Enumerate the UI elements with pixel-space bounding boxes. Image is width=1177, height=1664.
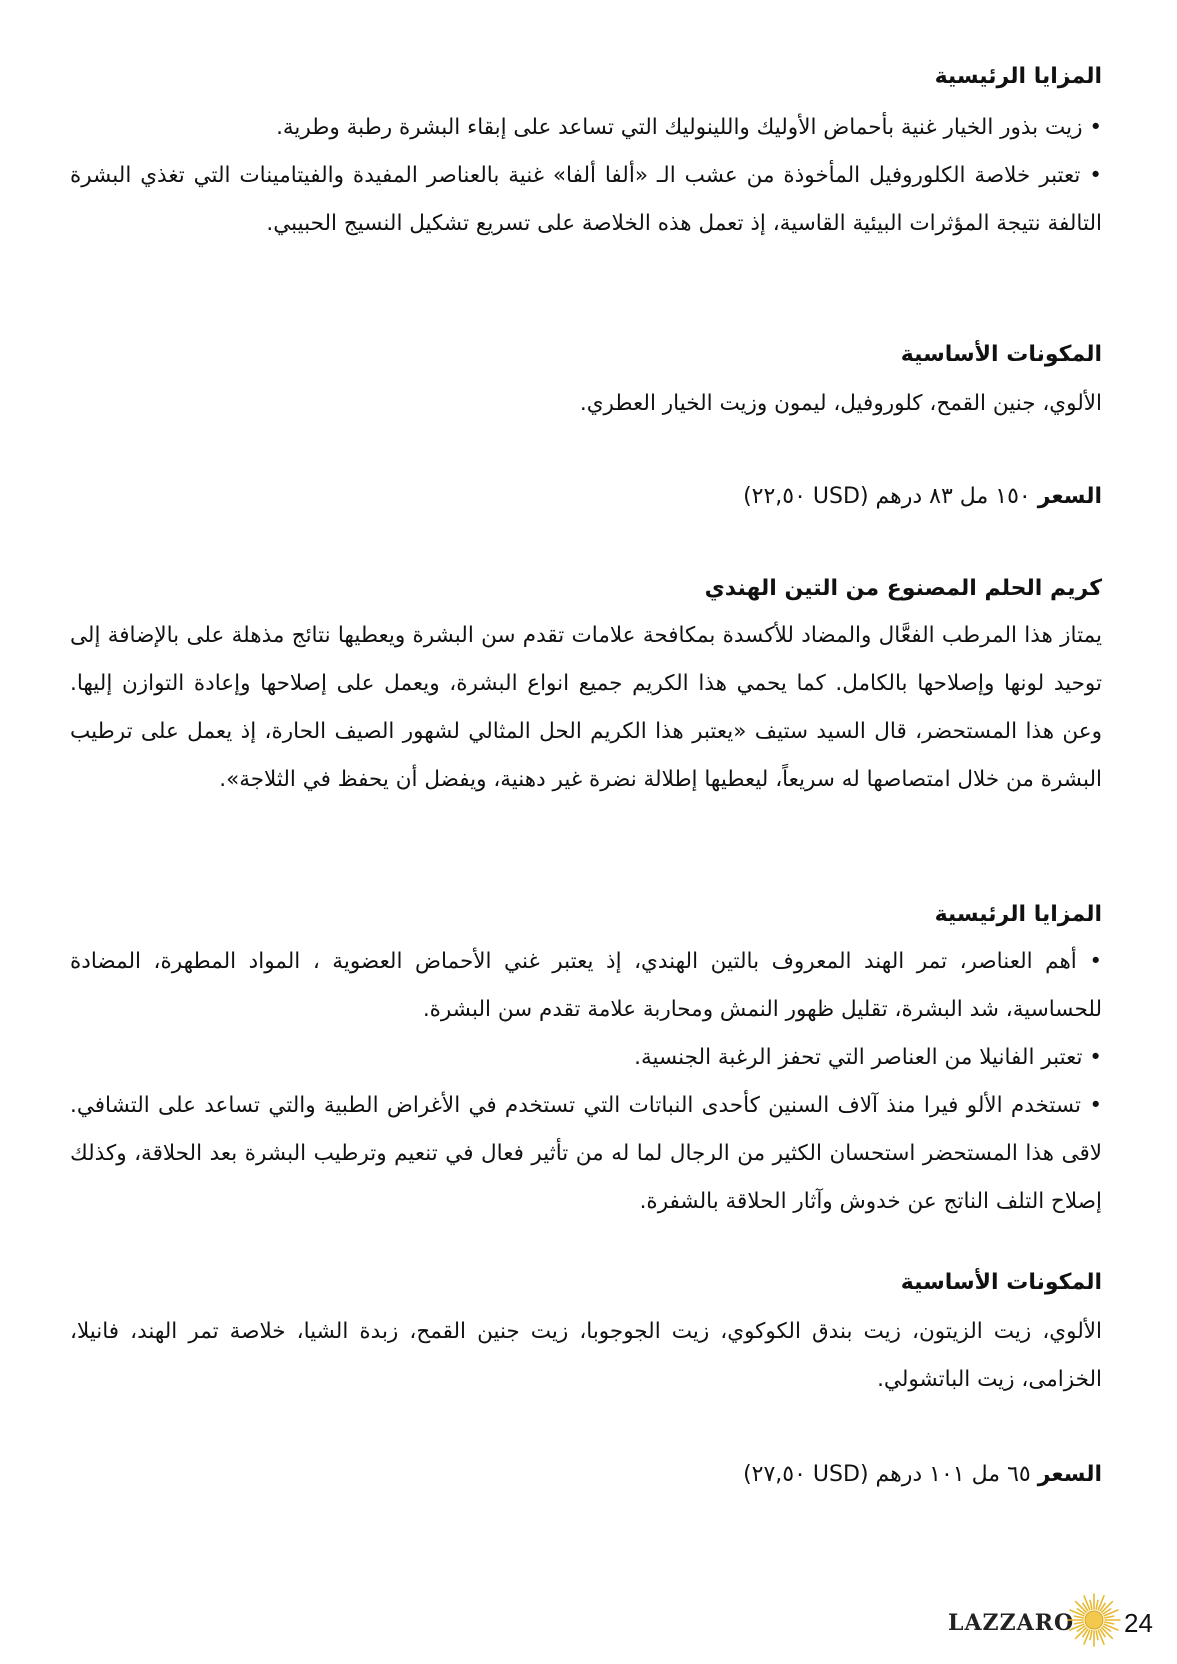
price-line-2 (70, 1460, 1102, 1490)
section-heading: المزايا الرئيسية (934, 64, 1102, 89)
sun-logo-icon (1066, 1592, 1122, 1648)
sun-ray (1105, 1616, 1114, 1618)
price-label: السعر (1037, 484, 1102, 509)
benefit-item: • تعتبر الفانيلا من العناصر التي تحفز الرغبة الجنسية. (634, 1045, 1102, 1070)
price-value: ١٥٠ مل ٨٣ درهم (USD ٢٢,٥٠) (743, 484, 1031, 509)
ingredients-text: الألوي، جنين القمح، كلوروفيل، ليمون وزيت الخيار العطري. (579, 391, 1102, 416)
key-benefits-section-2 (70, 900, 1102, 930)
description-text: يمتاز هذا المرطب الفعَّال والمضاد للأكسدة بمكافحة علامات تقدم سن البشرة ويعطيها نتائج مذهلة على بالإضافة إلى توحيد لونها وإصلاحها بالكامل. كما يحمي هذا الكريم جميع انواع البشرة، ويعمل على إصلاحها وإعادة التوازن إليها. وعن هذا المستحضر، قال السيد ستيف «يعتبر هذا الكريم الحل المثالي لشهور الصيف الحارة، إذ يعمل على ترطيب البشرة من خلال امتصاصها له سريعاً، ليعطيها إطلالة نضرة غير دهنية، ويفضل أن يحفظ في الثلاجة». (70, 623, 1102, 792)
product-section (70, 574, 1102, 604)
sun-ray (1096, 1631, 1098, 1640)
section-heading: المكونات الأساسية (900, 342, 1102, 367)
benefit-item: • تستخدم الألو فيرا منذ آلاف السنين كأحدى النباتات التي تستخدم في الأغراض الطبية والتي تساعد على التشافي. لاقى هذا المستحضر استحسان الكثير من الرجال لما له من تأثير فعال في تنعيم وترطيب البشرة بعد الحلاقة، وكذلك إصلاح التلف الناتج عن خدوش وآثار الحلاقة بالشفرة. (70, 1093, 1102, 1214)
price-label: السعر (1037, 1462, 1102, 1487)
product-title: كريم الحلم المصنوع من التين الهندي (704, 576, 1102, 601)
ingredients-text: الألوي، زيت الزيتون، زيت بندق الكوكوي، زيت الجوجوبا، زيت جنين القمح، زبدة الشيا، خلاصة تمر الهند، فانيلا، الخزامى، زيت الباتشولي. (70, 1319, 1102, 1392)
section-heading: المكونات الأساسية (900, 1270, 1102, 1295)
benefit-item: • تعتبر خلاصة الكلوروفيل المأخوذة من عشب الـ «ألفا ألفا» غنية بالعناصر المفيدة والفيتامينات التي تغذي البشرة التالفة نتيجة المؤثرات البيئية القاسية، إذ تعمل هذه الخلاصة على تسريع تشكيل النسيج الحبيبي. (70, 163, 1102, 236)
ingredients-text-1 (70, 380, 1102, 428)
key-benefits-section-1 (70, 62, 1102, 92)
ingredients-text-2 (70, 1308, 1102, 1404)
ingredients-section-1 (70, 340, 1102, 370)
sun-ray (1074, 1616, 1083, 1618)
page-number: 24 (1124, 1608, 1153, 1638)
brand-logo-text: LAZZARO (948, 1610, 1075, 1636)
sun-ray (1090, 1631, 1092, 1640)
product-description (70, 612, 1102, 804)
page-footer (948, 1592, 1158, 1648)
benefit-list-1 (70, 104, 1102, 248)
benefit-item: • أهم العناصر، تمر الهند المعروف بالتين الهندي، إذ يعتبر غني الأحماض العضوية ، المواد المطهرة، المضادة للحساسية، شد البشرة، تقليل ظهور النمش ومحاربة علامة تقدم سن البشرة. (70, 949, 1102, 1022)
price-value: ٦٥ مل ١٠١ درهم (USD ٢٧,٥٠) (743, 1462, 1031, 1487)
sun-ray (1090, 1600, 1092, 1609)
sun-ray (1074, 1622, 1083, 1624)
sun-ray (1096, 1600, 1098, 1609)
benefit-item: • زيت بذور الخيار غنية بأحماض الأوليك واللينوليك التي تساعد على إبقاء البشرة رطبة وطرية. (276, 115, 1102, 140)
ingredients-section-2 (70, 1268, 1102, 1298)
sun-ray (1105, 1622, 1114, 1624)
section-heading: المزايا الرئيسية (934, 902, 1102, 927)
price-line-1 (70, 482, 1102, 512)
benefit-list-2 (70, 938, 1102, 1226)
